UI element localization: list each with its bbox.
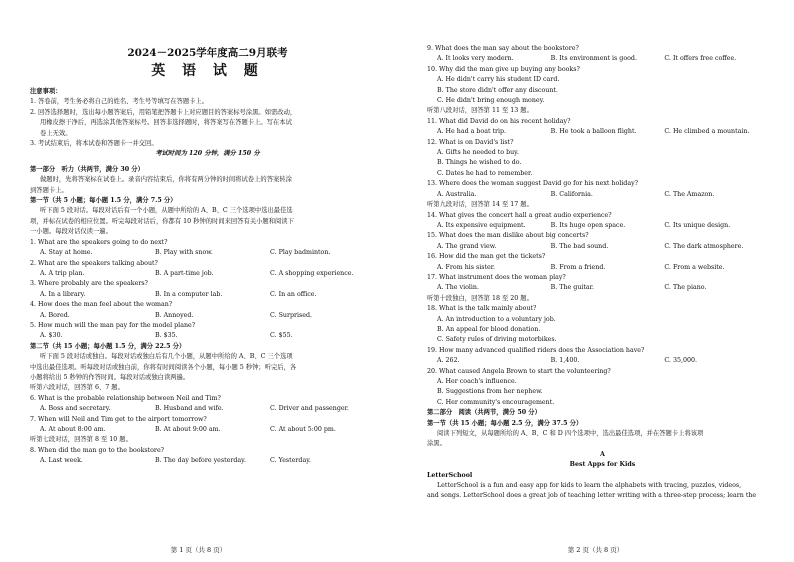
page-footer: 第 1 页（共 8 页） <box>170 546 227 554</box>
part1-intro: 做题时，先将答案标在试卷上。录音内容结束后，你将有两分钟的时间将试卷上的答案转涂 <box>40 176 292 184</box>
option-a: A. Australia. <box>437 190 477 198</box>
note-line: 1. 答卷前，考生务必将自己的姓名、考生号等填写在答题卡上。 <box>30 98 209 106</box>
listening-note: 听第六段对话，回答第 6、7 题。 <box>30 384 124 392</box>
section1-heading: 第一节（共 5 小题；每小题 1.5 分，满分 7.5 分） <box>30 197 177 205</box>
option-c: C. $55. <box>270 332 293 340</box>
option-a: A. Stay at home. <box>40 249 93 257</box>
options-row <box>30 269 385 279</box>
option-b: B. In a computer lab. <box>155 290 223 298</box>
option-b: B. From a friend. <box>550 263 606 271</box>
option-a: A. Last week. <box>40 457 83 465</box>
option-a: A. 262. <box>437 357 460 365</box>
options-row <box>427 54 778 64</box>
option-b: B. The day before yesterday. <box>155 457 246 465</box>
options-row <box>427 190 778 200</box>
option-b: B. 1,400. <box>550 357 580 365</box>
options-row <box>427 242 778 252</box>
note-line: 2. 回答选择题时，选出每小题答案后，用铅笔把答题卡上对应题目的答案标号涂黑。如需改动， <box>30 108 297 116</box>
option-c: C. The piano. <box>664 284 707 292</box>
question: 18. What is the talk mainly about? <box>427 305 537 313</box>
section1-intro: 一小题。每段对话仅读一遍。 <box>30 228 112 236</box>
option-b: B. Suggestions from her nephew. <box>437 388 543 396</box>
section1-intro: 项，并标在试卷的相应位置。听完每段对话后，你都有 10 秒钟的时间来回答有关小题和阅读下 <box>30 217 294 225</box>
options-row <box>427 283 778 293</box>
option-a: A. An introduction to a voluntary job. <box>437 315 556 323</box>
options-row <box>427 263 778 273</box>
option-a: A. Boss and secretary. <box>40 405 111 413</box>
question: 2. What are the speakers talking about? <box>30 259 158 267</box>
listening-note: 听第十段独白，回答第 18 至 20 题。 <box>427 294 533 302</box>
passage-line: and songs. LetterSchool does a great job of teaching letter writing with a three-step process; learn the <box>427 492 757 500</box>
section2-heading: 第二节（共 15 小题；每小题 1.5 分，满分 22.5 分） <box>30 342 186 350</box>
question: 3. Where probably are the speakers? <box>30 280 148 288</box>
option-b: B. Its huge open space. <box>550 221 626 229</box>
question: 4. How does the man feel about the woman? <box>30 301 173 309</box>
options-row <box>30 290 385 300</box>
option-c: C. Driver and passenger. <box>270 405 349 413</box>
option-c: C. Safety rules of driving motorbikes. <box>437 336 557 344</box>
options-row <box>427 356 778 366</box>
option-a: A. From his sister. <box>437 263 496 271</box>
passage-letter: A <box>600 450 605 458</box>
option-b: B. He took a balloon flight. <box>550 128 637 136</box>
option-b: B. Its environment is good. <box>550 55 637 63</box>
question: 20. What caused Angela Brown to start the volunteering? <box>427 367 611 375</box>
option-b: B. Annoyed. <box>155 311 194 319</box>
option-c: C. Play badminton. <box>270 249 331 257</box>
part1-heading: 第一部分 听力（共两节，满分 30 分） <box>30 165 144 173</box>
options-row <box>427 221 778 231</box>
option-b: B. $35. <box>155 332 178 340</box>
question: 5. How much will the man pay for the model plane? <box>30 321 196 329</box>
option-a: A. In a library. <box>40 290 86 298</box>
option-b: B. The store didn't offer any discount. <box>437 86 558 94</box>
section2-intro: 中选出最佳选项。听每段对话或独白前，你将有时间阅读各个小题，每小题 5 秒钟；听完后，各 <box>30 363 297 371</box>
question: 12. What is on David's list? <box>427 138 514 146</box>
option-a: A. The grand view. <box>437 242 497 250</box>
section2-intro: 听下面 5 段对话或独白。每段对话或独白后有几个小题，从题中所给的 A、B、C 三个选项 <box>40 353 293 361</box>
option-c: C. From a website. <box>664 263 725 271</box>
exam-title: 2024－2025学年度高二9月联考 <box>127 47 288 59</box>
options-row <box>427 127 778 137</box>
option-c: C. He climbed a mountain. <box>664 128 750 136</box>
option-a: A. Bored. <box>40 311 70 319</box>
listening-note: 听第七段对话，回答第 8 至 10 题。 <box>30 436 132 444</box>
options-row <box>30 404 385 414</box>
option-b: B. At about 9:00 am. <box>155 426 221 433</box>
option-b: B. Things he wished to do. <box>437 159 522 167</box>
option-a: A. He had a boat trip. <box>437 128 507 136</box>
options-row <box>30 456 385 466</box>
option-a: A. Its expensive equipment. <box>437 221 526 229</box>
page-footer: 第 2 页（共 8 页） <box>567 546 624 554</box>
question: 1. What are the speakers going to do next? <box>30 238 168 246</box>
option-c: C. A shopping experience. <box>270 269 354 277</box>
time-note: 考试时间为 120 分钟，满分 150 分 <box>155 150 260 158</box>
section2-intro: 小题将给出 5 秒钟的作答时间。每段对话或独白读两遍。 <box>30 373 190 381</box>
question: 15. What does the man dislike about big concerts? <box>427 232 589 240</box>
option-a: A. The violin. <box>437 284 479 292</box>
app-name: LetterSchool <box>427 471 473 479</box>
option-b: B. The guitar. <box>550 284 594 292</box>
part1-intro: 到答题卡上。 <box>30 186 68 194</box>
question: 13. Where does the woman suggest David go for his next holiday? <box>427 180 639 188</box>
options-row <box>30 331 385 341</box>
option-c: C. Her community's encouragement. <box>437 398 555 406</box>
question: 16. How did the man get the tickets? <box>427 253 546 261</box>
question: 10. Why did the man give up buying any books? <box>427 65 580 73</box>
question: 17. What instrument does the woman play? <box>427 273 566 281</box>
part2-intro: 涂黑。 <box>427 440 446 448</box>
option-b: B. Play with snow. <box>155 249 213 257</box>
option-a: A. It looks very modern. <box>437 55 514 63</box>
options-row <box>30 311 385 321</box>
option-c: C. The dark atmosphere. <box>664 242 744 250</box>
option-a: A. At about 8:00 am. <box>40 426 106 433</box>
option-a: A. Gifts he needed to buy. <box>437 149 519 157</box>
option-a: A. Her coach's influence. <box>437 378 517 385</box>
option-c: C. Surprised. <box>270 311 313 319</box>
option-b: B. The bad sound. <box>550 242 609 250</box>
option-c: C. He didn't bring enough money. <box>437 97 545 105</box>
question: 19. How many advanced qualified riders does the Association have? <box>427 346 645 354</box>
section1-intro: 听下面 5 段对话。每段对话后有一个小题，从题中所给的 A、B、C 三个选项中选出最佳选 <box>40 207 293 215</box>
option-a: A. He didn't carry his student ID card. <box>437 76 560 84</box>
option-b: B. California. <box>550 190 593 198</box>
option-c: C. Its unique design. <box>664 221 731 229</box>
question: 6. What is the probable relationship between Neil and Tim? <box>30 394 221 402</box>
passage-line: LetterSchool is a fun and easy app for kids to learn the alphabets with tracing, puzzles, videos, <box>437 482 742 490</box>
option-b: B. An appeal for blood donation. <box>437 325 541 333</box>
note-line: 卷上无效。 <box>40 129 72 137</box>
listening-note: 听第九段对话，回答第 14 至 17 题。 <box>427 201 533 209</box>
option-c: C. It offers free coffee. <box>664 55 737 63</box>
question: 8. When did the man go to the bookstore? <box>30 446 165 454</box>
options-row <box>30 425 385 435</box>
note-line: 3. 考试结束后，将本试卷和答题卡一并交回。 <box>30 140 158 148</box>
option-a: A. $30. <box>40 332 63 340</box>
notes-heading: 注意事项： <box>30 88 62 95</box>
question: 9. What does the man say about the bookstore? <box>427 45 579 52</box>
option-a: A. A trip plan. <box>40 269 85 277</box>
question: 14. What gives the concert hall a great audio experience? <box>427 211 612 219</box>
note-line: 用橡皮擦干净后，再选涂其他答案标号。回答非选择题时，将答案写在答题卡上。写在本试 <box>40 119 292 127</box>
option-b: B. A part-time job. <box>155 269 214 277</box>
option-c: C. Yesterday. <box>270 457 311 465</box>
exam-subject: 英 语 试 题 <box>151 63 264 79</box>
option-c: C. The Amazon. <box>664 190 715 198</box>
option-c: C. 35,000. <box>664 357 697 365</box>
option-b: B. Husband and wife. <box>155 405 224 413</box>
part2-intro: 阅读下列短文，从每题所给的 A、B、C 和 D 四个选项中，选出最佳选项，并在答题卡上将该项 <box>437 430 704 438</box>
part2-section1-heading: 第一节（共 15 小题；每小题 2.5 分，满分 37.5 分） <box>427 419 583 427</box>
listening-note: 听第八段对话，回答第 11 至 13 题。 <box>427 107 533 115</box>
part2-heading: 第二部分 阅读（共两节，满分 50 分） <box>427 409 541 417</box>
option-c: C. In an office. <box>270 290 317 298</box>
passage-title: Best Apps for Kids <box>569 461 636 469</box>
question: 11. What did David do on his recent holiday? <box>427 117 571 125</box>
option-c: C. Dates he had to remember. <box>437 169 533 177</box>
option-c: C. At about 5:00 pm. <box>270 426 336 433</box>
question: 7. When will Neil and Tim get to the airport tomorrow? <box>30 415 207 423</box>
page-2 <box>397 0 794 562</box>
options-row <box>30 248 385 258</box>
